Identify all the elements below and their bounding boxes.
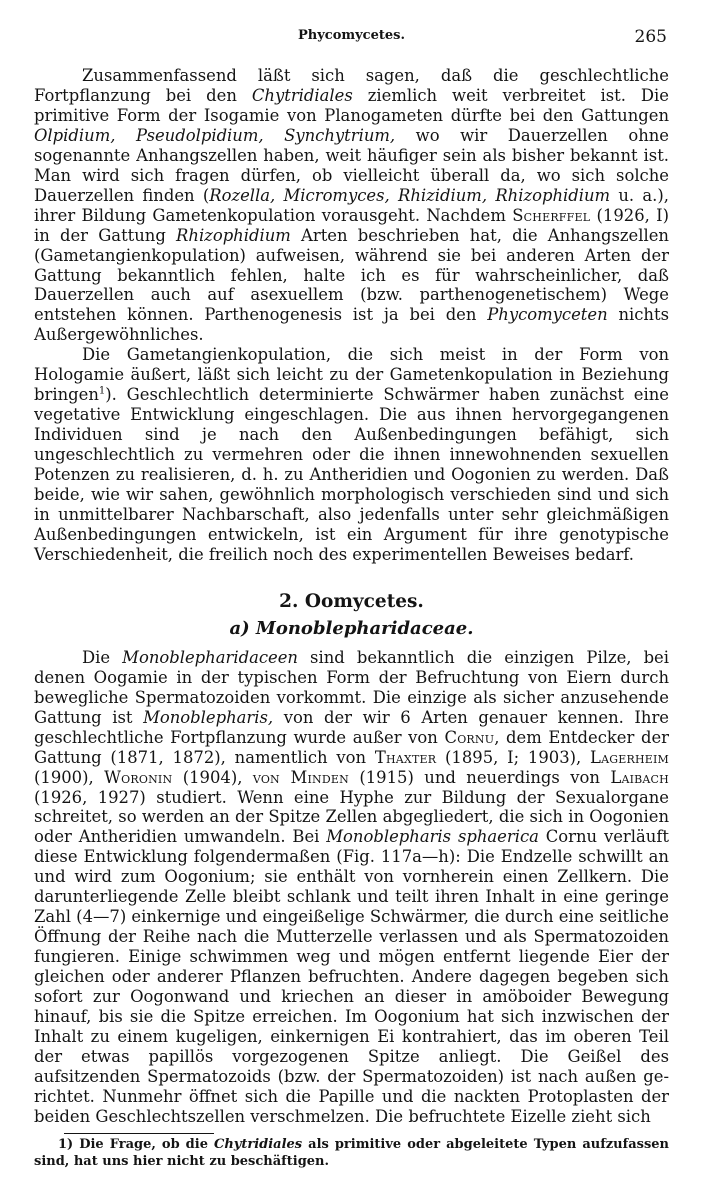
text-run: Cornu verläuft diese Entwicklung folgendermaßen (Fig. 117a—h): Die Endzelle schwillt an und wird zum Oogonium; sie enthält von vornherein einen Zellkern. Die darunterliegende Zelle bleibt schlank und teilt ihren Inhalt in eine geringe Zahl (4—7) einkernige und eingeißelige Schwärmer, die durch eine seitliche Öffnung der Reihe nach die Mutterzelle verlassen und als Spermatozoiden fungieren. Einige schwimmen weg und mögen entfernt liegende Eier der gleichen oder anderer Pflanzen befruchten. Andere dagegen begeben sich sofort zur Oogonwand und kriechen an dieser in amöboider Bewegung hinauf, bis sie die Spitze erreichen. Im Oogonium hat sich inzwischen der Inhalt zu einem kugeligen, einkernigen Ei kontrahiert, das im oberen Teil der etwas papillös vorgezogenen Spitze anliegt. Die Geißel des aufsitzenden Spermatozoids (bzw. der Spermatozoiden) ist nach außen gerichtet. Nunmehr öffnet sich die Papille und die nackten Protoplasten der beiden Geschlechtszellen verschmelzen. Die befruchtete Eizelle zieht sich <box>34 827 669 1126</box>
footnote-rule <box>64 1133 214 1134</box>
italic-term: Monoblepharis, <box>143 707 274 727</box>
text-run: von der wir 6 Arten genauer kennen. Ihre geschlechtliche Fortpflanzung wurde außer von <box>34 707 669 747</box>
italic-term: Chytridiales <box>214 1136 303 1152</box>
paragraph-1 <box>34 66 669 345</box>
text-run: nichts Außergewöhnliches. <box>34 305 669 345</box>
text-run: (1926, 1927) studiert. Wenn eine Hyphe zur Bildung der Sexualorgane schreitet, so werden an der Spitze Zellen abgegliedert, die sich in Oogonien oder Antheridien umwandeln. Bei <box>34 787 669 847</box>
text-run: Die Gametangienkopulation, die sich meist in der Form von Hologamie äußert, läßt sich leicht zu der Gametenkopulation in Beziehung bringen <box>34 345 669 405</box>
author-name: Laibach <box>610 767 669 787</box>
text-run: ziemlich weit verbreitet ist. Die primitive Form der Isogamie von Planogameten dürfte bei den Gattungen <box>34 85 670 125</box>
text-run: Zusammenfassend läßt sich sagen, daß die geschlechtliche Fortpflanzung bei den <box>34 66 669 105</box>
author-name: Lagerheim <box>590 747 669 767</box>
section-title: 2. Oomycetes. <box>279 590 424 612</box>
page-number: 265 <box>634 27 667 47</box>
text-run: (1904), <box>172 767 253 787</box>
running-title: Phycomycetes. <box>298 28 405 43</box>
text-run: Die <box>82 647 123 667</box>
italic-term: Monoblepharis sphaerica <box>326 827 539 847</box>
author-name: Scherffel <box>512 205 591 225</box>
italic-term: Rhizophidium <box>176 225 291 245</box>
italic-term: Monoblepharidaceen <box>122 647 298 667</box>
text-run: (1926, I) in der Gattung <box>34 205 670 245</box>
author-name: von Minden <box>252 767 349 787</box>
text-run: , dem Entdecker der Gattung (1871, 1872), namentlich von <box>34 727 669 767</box>
italic-term: Olpidium, Pseudolpidium, Synchytrium, <box>34 125 396 145</box>
italic-term: Phycomyceten <box>487 305 608 325</box>
subsection-title: a) Monoblepharidaceae. <box>229 617 474 639</box>
text-run: Arten beschrieben hat, die Anhangszellen (Gametangienkopulation) aufweisen, während sie bei anderen Arten der Gattung bekanntlich fehlen, halte ich es für wahrscheinlicher, daß Dauerzellen auch auf asexuellem (bzw. parthenogenetischem) Wege entstehen können. Parthenogenesis ist ja bei den <box>34 225 669 325</box>
author-name: Cornu <box>444 727 495 747</box>
author-name: Woronin <box>104 767 173 787</box>
author-name: Thaxter <box>374 747 437 767</box>
text-run: ). Geschlechtlich determinierte Schwärmer haben zunächst eine vegetative Entwicklung eingeschlagen. Die aus ihnen hervorgegangenen Individuen sind je nach den Außenbedingungen befähigt, sich ungeschlechtlich zu vermehren oder die ihnen innewohnenden sexuellen Potenzen zu realisieren, d. h. zu Antheridien und Oogonien zu werden. Daß beide, wie wir sahen, gewöhnlich morphologisch verschieden sind und sich in unmittelbarer Nachbarschaft, also jedenfalls unter sehr gleichmäßigen Außenbedingungen entwickeln, ist ein Argument für ihre genotypische Verschiedenheit, die freilich noch des experimentellen Beweises bedarf. <box>34 385 669 564</box>
footnote <box>34 1136 669 1170</box>
text-run: (1900), <box>34 767 105 787</box>
text-run: (1895, I; 1903), <box>436 747 591 767</box>
paragraph-2 <box>34 345 669 564</box>
italic-term: Rozella, Micromyces, Rhizidium, Rhizophidium <box>209 185 611 205</box>
text-run: 1) Die Frage, ob die <box>58 1136 214 1152</box>
footnote-marker: 1 <box>98 385 106 397</box>
text-run: als primitive oder abgeleitete Typen aufzufassen sind, hat uns hier nicht zu beschäftigen. <box>34 1136 670 1169</box>
text-run: sind bekanntlich die einzigen Pilze, bei denen Oogamie in der typischen Form der Befruchtung von Eiern durch bewegliche Spermatozoiden vorkommt. Die einzige als sicher anzusehende Gattung ist <box>34 647 669 727</box>
text-run: (1915) und neuerdings von <box>348 767 611 787</box>
page-header <box>34 28 669 54</box>
paragraph-3 <box>34 648 669 1127</box>
text-run: u. a.), ihrer Bildung Gametenkopulation vorausgeht. Nachdem <box>34 185 669 225</box>
italic-term: Chytridiales <box>251 85 353 105</box>
text-run: wo wir Dauerzellen ohne sogenannte Anhangszellen haben, weit häufiger sein als bisher bekannt ist. Man wird sich fragen dürfen, ob vielleicht überall da, wo sich solche Dauerzellen finden ( <box>34 125 670 205</box>
